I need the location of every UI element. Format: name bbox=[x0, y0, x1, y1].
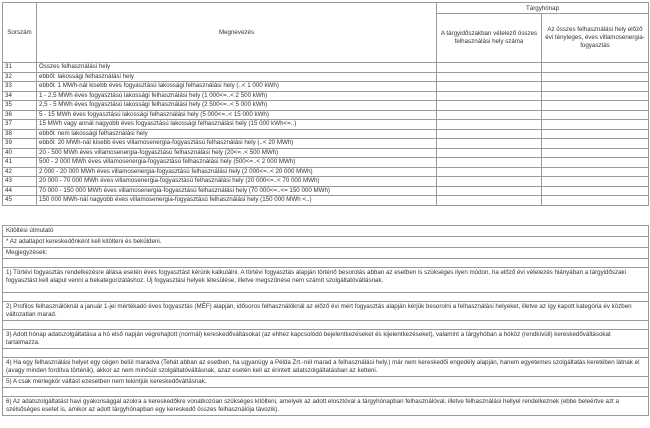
spacer bbox=[3, 349, 649, 358]
row-consumption-cell[interactable] bbox=[542, 91, 649, 101]
table-row bbox=[3, 167, 649, 177]
row-count-cell[interactable] bbox=[437, 186, 542, 196]
row-consumption-cell[interactable] bbox=[542, 158, 649, 168]
row-consumption-cell[interactable] bbox=[542, 139, 649, 149]
row-count-cell[interactable] bbox=[437, 167, 542, 177]
row-name: ebből: nem lakossági felhasználási hely bbox=[37, 129, 437, 139]
note-item: 6) Az adatszolgáltatást havi gyakorisággal azokra a kereskedőkre vonatkozóan szükséges kitölteni, amelyek az adott elosztóval a tárgyhónapban felhasználóval, illetve felhasználási hellyel rendelkeznek (ebbe beleértve azt a szélsőséges esetet is, amikor az adott tárgyhónapban egy kereskedő összes felhasználója távozik). bbox=[3, 397, 649, 416]
note-item: 4) Ha egy felhasználási helyet egy cégen belül maradva (Tehát abban az esetben, ha ugyanúgy a Példa Zrt.-nél marad a felhasználási hely.) már nem kereskedői engedély alapján, hanem egyetemes szolgáltatás keretében látnak el (avagy minden fordítva történik), akkor az nem minősül szolgáltatóváltásnak, azaz esetén kell az érintett adatszolgáltatásban az ketteni. bbox=[3, 358, 649, 377]
row-name: 2 000 - 20 000 MWh éves villamosenergia-fogyasztású felhasználási hely (2 000<=..< 20 000 MWh) bbox=[37, 167, 437, 177]
row-count-cell[interactable] bbox=[437, 63, 542, 73]
row-code: 31 bbox=[3, 63, 37, 73]
row-name: 2,5 - 5 MWh éves fogyasztású lakossági felhasználási hely (2 500<=..< 5 000 kWh) bbox=[37, 101, 437, 111]
row-count-cell[interactable] bbox=[437, 91, 542, 101]
row-consumption-cell[interactable] bbox=[542, 186, 649, 196]
row-consumption-cell[interactable] bbox=[542, 63, 649, 73]
table-row bbox=[3, 120, 649, 130]
row-name: 70 000 - 150 000 MWh éves villamosenergia-fogyasztású felhasználási hely (70 000<=..<= 150 000 MWh) bbox=[37, 186, 437, 196]
instructions-table bbox=[2, 225, 649, 416]
note-item: 1) Törtévi fogyasztás rendelkezésre állása esetén éves fogyasztást kérünk kalkulálni. A törtévi fogyasztás alapján történő besorolás abban az esetben is szükséges ilyen módon, ha előző évi vételezés hiányában a tárgyidőszaki fogyasztást kell alapul venni a bekategorizáláshoz. Új fogyasztási helyek létesülése, illetve megszűnése nem számít szolgáltatóváltásnak. bbox=[3, 268, 649, 293]
row-code: 45 bbox=[3, 196, 37, 206]
row-count-cell[interactable] bbox=[437, 72, 542, 82]
row-code: 38 bbox=[3, 129, 37, 139]
spacer bbox=[3, 259, 649, 268]
row-code: 35 bbox=[3, 101, 37, 111]
row-name: 500 - 2 000 MWh éves villamosenergia-fogyasztású felhasználási hely (500<=..< 2 000 MWh) bbox=[37, 158, 437, 168]
row-code: 32 bbox=[3, 72, 37, 82]
table-row bbox=[3, 101, 649, 111]
row-consumption-cell[interactable] bbox=[542, 72, 649, 82]
row-code: 36 bbox=[3, 110, 37, 120]
row-count-cell[interactable] bbox=[437, 196, 542, 206]
row-consumption-cell[interactable] bbox=[542, 101, 649, 111]
table-row bbox=[3, 196, 649, 206]
row-name: 15 MWh vagy annál nagyobb éves fogyasztású lakossági felhasználási hely (15 000 kWh<=..) bbox=[37, 120, 437, 130]
table-row bbox=[3, 148, 649, 158]
header-group: Tárgyhónap bbox=[437, 3, 649, 14]
row-name: 20 000 - 70 000 MWh éves villamosenergia-fogyasztású felhasználási hely (20 000<=..< 70 000 MWh) bbox=[37, 177, 437, 187]
row-count-cell[interactable] bbox=[437, 82, 542, 92]
row-name: ebből: 1 MWh-nál kisebb éves fogyasztású lakossági felhasználási hely (..< 1 000 kWh) bbox=[37, 82, 437, 92]
row-name: 1 - 2,5 MWh éves fogyasztású lakossági felhasználási hely (1 000<=..< 2 500 kWh) bbox=[37, 91, 437, 101]
table-row bbox=[3, 110, 649, 120]
row-count-cell[interactable] bbox=[437, 148, 542, 158]
row-name: ebből: 20 MWh-nál kisebb éves villamosenergia-fogyasztású felhasználási hely (..< 20 MWh) bbox=[37, 139, 437, 149]
row-code: 34 bbox=[3, 91, 37, 101]
row-code: 43 bbox=[3, 177, 37, 187]
row-consumption-cell[interactable] bbox=[542, 82, 649, 92]
note-item: 3) Adott hónap adatszolgáltatása a hó első napján végrehajtott (normál) kereskedőváltásokat (az ehhez kapcsolódó bejelentkezéseket és kijelentkezéseket), valamint a tárgyhóban a hóköz (rendkívüli) kereskedőváltásokat tartalmazza. bbox=[3, 330, 649, 349]
header-name: Megnevezés bbox=[37, 3, 437, 63]
row-code: 39 bbox=[3, 139, 37, 149]
row-name: ebből: lakossági felhasználási hely bbox=[37, 72, 437, 82]
row-code: 33 bbox=[3, 82, 37, 92]
data-table bbox=[2, 2, 649, 206]
note-item: 2) Profilos felhasználóknál a január 1-jei mértékadó éves fogyasztás (MÉF) alapján, idősoros felhasználóknál az előző évi mért fogyasztás alapján kérjük besorolni a felhasználási helyeket, illetve az így kapott kategória év közben változatlan marad. bbox=[3, 302, 649, 321]
table-row bbox=[3, 129, 649, 139]
row-count-cell[interactable] bbox=[437, 158, 542, 168]
instructions-title: Kitöltési útmutató bbox=[3, 226, 649, 237]
row-count-cell[interactable] bbox=[437, 101, 542, 111]
row-name: Összes felhasználási hely bbox=[37, 63, 437, 73]
row-count-cell[interactable] bbox=[437, 177, 542, 187]
row-name: 5 - 15 MWh éves fogyasztású lakossági felhasználási hely (5 000<=..< 15 000 kWh) bbox=[37, 110, 437, 120]
header-count: A tárgyidőszakban vételező összes felhasználási hely száma bbox=[437, 14, 542, 63]
row-consumption-cell[interactable] bbox=[542, 177, 649, 187]
row-consumption-cell[interactable] bbox=[542, 120, 649, 130]
row-name: 20 - 500 MWh éves villamosenergia-fogyasztású felhasználási hely (20<=..< 500 MWh) bbox=[37, 148, 437, 158]
header-consumption: Az összes felhasználási hely előző évi tényleges, éves villamosenergia-fogyasztás bbox=[542, 14, 649, 63]
spacer bbox=[3, 321, 649, 330]
row-consumption-cell[interactable] bbox=[542, 167, 649, 177]
row-name: 150 000 MWh-nál nagyobb éves villamosenergia-fogyasztású felhasználási hely (150 000 MWh <..) bbox=[37, 196, 437, 206]
table-row bbox=[3, 139, 649, 149]
table-row bbox=[3, 177, 649, 187]
remarks-label: Megjegyzések: bbox=[3, 248, 649, 259]
table-row bbox=[3, 91, 649, 101]
row-code: 40 bbox=[3, 148, 37, 158]
row-code: 44 bbox=[3, 186, 37, 196]
row-count-cell[interactable] bbox=[437, 139, 542, 149]
row-consumption-cell[interactable] bbox=[542, 148, 649, 158]
table-row bbox=[3, 63, 649, 73]
row-code: 42 bbox=[3, 167, 37, 177]
spacer bbox=[3, 388, 649, 397]
instructions-subtitle: * Az adatlapot kereskedőnként kell kitölteni és beküldeni. bbox=[3, 237, 649, 248]
row-consumption-cell[interactable] bbox=[542, 129, 649, 139]
row-consumption-cell[interactable] bbox=[542, 110, 649, 120]
table-row bbox=[3, 82, 649, 92]
table-row bbox=[3, 72, 649, 82]
row-code: 41 bbox=[3, 158, 37, 168]
header-code: Sorszám bbox=[3, 3, 37, 63]
row-count-cell[interactable] bbox=[437, 110, 542, 120]
row-consumption-cell[interactable] bbox=[542, 196, 649, 206]
note-item: 5) A csak mérlegkör váltást ezesetben nem tekintjük kereskedőváltásnak. bbox=[3, 377, 649, 388]
table-row bbox=[3, 158, 649, 168]
table-row bbox=[3, 186, 649, 196]
spacer bbox=[3, 293, 649, 302]
row-count-cell[interactable] bbox=[437, 129, 542, 139]
row-code: 37 bbox=[3, 120, 37, 130]
row-count-cell[interactable] bbox=[437, 120, 542, 130]
